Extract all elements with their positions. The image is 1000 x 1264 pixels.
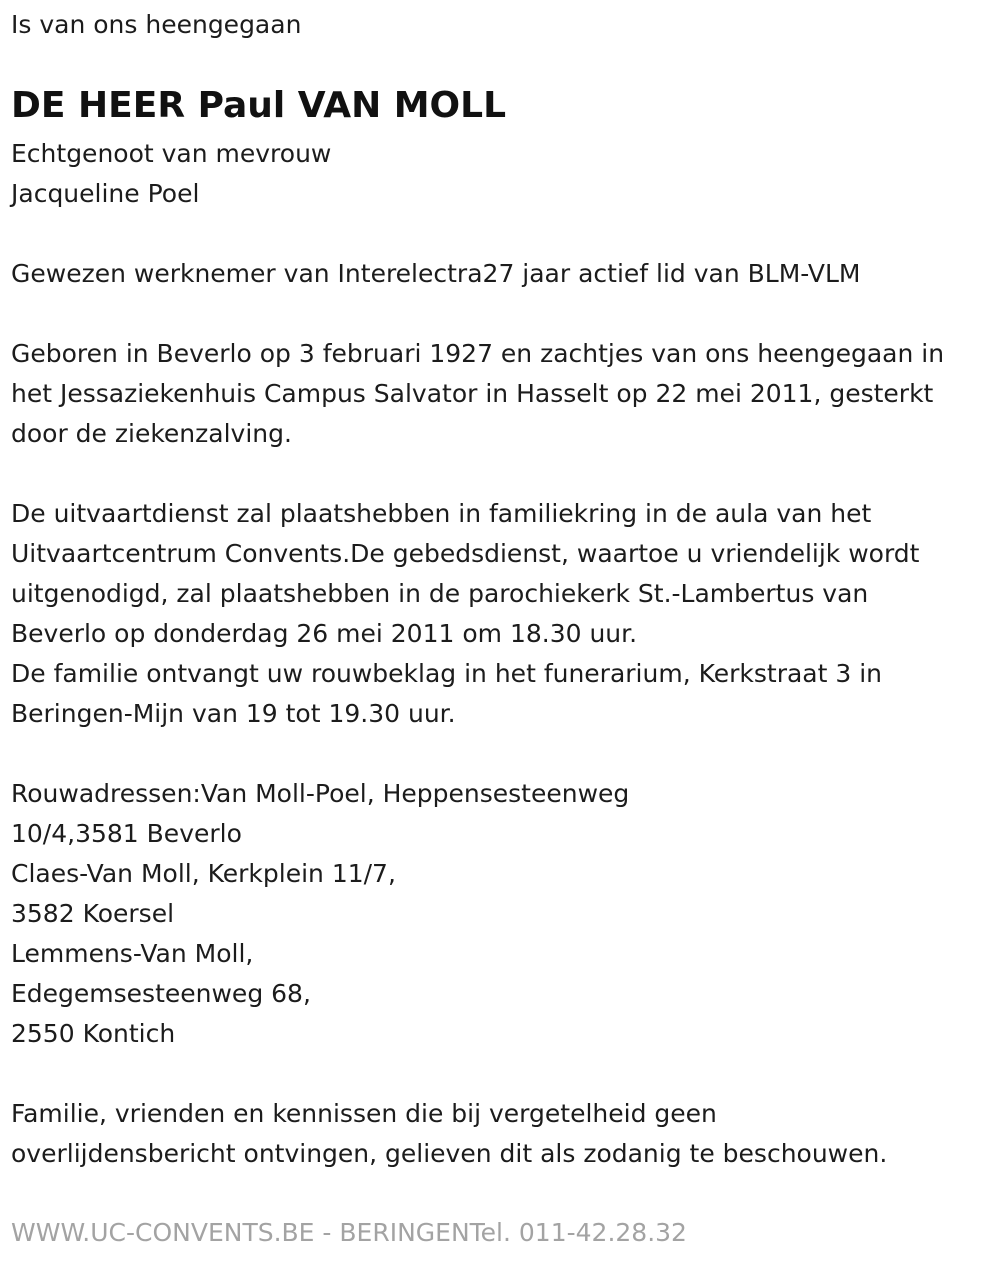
funeral-section	[11, 494, 919, 734]
address-line-3: Claes-Van Moll, Kerkplein 11/7,	[11, 859, 396, 888]
notice-line-1: Familie, vrienden en kennissen die bij vergetelheid geen	[11, 1099, 717, 1128]
address-line-1: Rouwadressen:Van Moll-Poel, Heppensesteenweg	[11, 779, 630, 808]
notice-line-2: overlijdensbericht ontvingen, gelieven dit als zodanig te beschouwen.	[11, 1139, 888, 1168]
funeral-line-3: uitgenodigd, zal plaatshebben in de parochiekerk St.-Lambertus van	[11, 579, 869, 608]
footer-contact: WWW.UC-CONVENTS.BE - BERINGENTel. 011-42.28.32	[11, 1218, 687, 1247]
address-line-4: 3582 Koersel	[11, 899, 175, 928]
birth-section	[11, 334, 944, 454]
birth-line-1: Geboren in Beverlo op 3 februari 1927 en zachtjes van ons heengegaan in	[11, 339, 945, 368]
spouse-line-2: Jacqueline Poel	[11, 179, 200, 208]
notice-section	[11, 1094, 887, 1174]
address-line-2: 10/4,3581 Beverlo	[11, 819, 242, 848]
funeral-line-1: De uitvaartdienst zal plaatshebben in familiekring in de aula van het	[11, 499, 872, 528]
address-line-5: Lemmens-Van Moll,	[11, 939, 254, 968]
funeral-line-5: De familie ontvangt uw rouwbeklag in het funerarium, Kerkstraat 3 in	[11, 659, 883, 688]
funeral-line-6: Beringen-Mijn van 19 tot 19.30 uur.	[11, 699, 456, 728]
address-line-7: 2550 Kontich	[11, 1019, 176, 1048]
birth-line-2: het Jessaziekenhuis Campus Salvator in Hasselt op 22 mei 2011, gesterkt	[11, 379, 934, 408]
intro-text: Is van ons heengegaan	[11, 10, 302, 39]
spouse-section	[11, 134, 331, 214]
deceased-name: DE HEER Paul VAN MOLL	[11, 85, 507, 126]
work-section	[11, 254, 860, 294]
funeral-line-4: Beverlo op donderdag 26 mei 2011 om 18.30 uur.	[11, 619, 638, 648]
address-line-6: Edegemsesteenweg 68,	[11, 979, 311, 1008]
addresses-section	[11, 774, 629, 1054]
spouse-line-1: Echtgenoot van mevrouw	[11, 139, 332, 168]
birth-line-3: door de ziekenzalving.	[11, 419, 292, 448]
funeral-line-2: Uitvaartcentrum Convents.De gebedsdienst, waartoe u vriendelijk wordt	[11, 539, 920, 568]
work-line: Gewezen werknemer van Interelectra27 jaar actief lid van BLM-VLM	[11, 259, 861, 288]
